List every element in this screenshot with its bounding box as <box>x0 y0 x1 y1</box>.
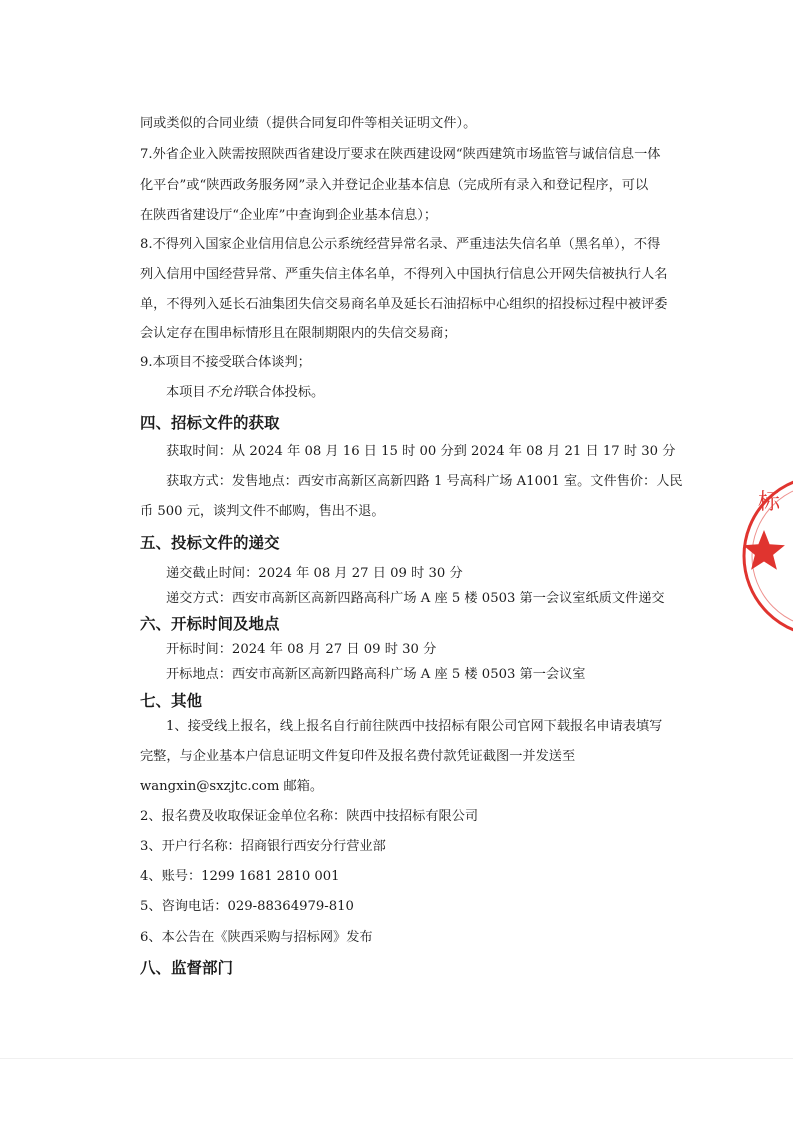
other-item-1: 1、接受线上报名，线上报名自行前往陕西中技招标有限公司官网下载报名申请表填写 <box>166 719 663 734</box>
requirement-8-line: 列入信用中国经营异常、严重失信主体名单，不得列入中国执行信息公开网失信被执行人名 <box>140 267 668 282</box>
section-5-heading: 五、投标文件的递交 <box>140 534 280 552</box>
requirement-7-line: 7.外省企业入陕需按照陕西省建设厅要求在陕西建设网“陕西建筑市场监管与诚信信息一体 <box>140 147 661 162</box>
other-item-1-email: wangxin@sxzjtc.com 邮箱。 <box>140 779 324 794</box>
acquisition-time: 获取时间：从 2024 年 08 月 16 日 15 时 00 分到 2024 年 08 月 21 日 17 时 30 分 <box>166 444 676 459</box>
acquisition-method: 获取方式：发售地点：西安市高新区高新四路 1 号高科广场 A1001 室。文件售价：人民 <box>166 474 683 489</box>
other-item-6: 6、本公告在《陕西采购与招标网》发布 <box>140 930 373 945</box>
consortium-statement <box>166 384 324 402</box>
other-item-1-cont: 完整，与企业基本户信息证明文件复印件及报名费付款凭证截图一并发送至 <box>140 749 576 764</box>
opening-time: 开标时间：2024 年 08 月 27 日 09 时 30 分 <box>166 642 437 657</box>
requirement-7-line: 化平台”或“陕西政务服务网”录入并登记企业基本信息（完成所有录入和登记程序，可以 <box>140 178 649 193</box>
other-item-5: 5、咨询电话：029-88364979-810 <box>140 899 354 914</box>
acquisition-method-cont: 币 500 元，谈判文件不邮购，售出不退。 <box>140 504 385 519</box>
section-4-heading: 四、招标文件的获取 <box>140 414 280 432</box>
consortium-emphasis: 不允许 <box>205 385 246 400</box>
paragraph-line: 同或类似的合同业绩（提供合同复印件等相关证明文件）。 <box>140 116 477 131</box>
other-item-2: 2、报名费及收取保证金单位名称：陕西中技招标有限公司 <box>140 809 479 824</box>
requirement-9-line: 9.本项目不接受联合体谈判； <box>140 355 311 370</box>
opening-place: 开标地点：西安市高新区高新四路高科广场 A 座 5 楼 0503 第一会议室 <box>166 667 586 682</box>
other-item-3: 3、开户行名称：招商银行西安分行营业部 <box>140 839 386 854</box>
requirement-8-line: 单，不得列入延长石油集团失信交易商名单及延长石油招标中心组织的招投标过程中被评委 <box>140 297 668 312</box>
scan-edge-divider <box>0 1058 793 1059</box>
seal-text: 标 <box>758 490 781 515</box>
requirement-7-line: 在陕西省建设厅“企业库”中查询到企业基本信息）； <box>140 208 438 223</box>
submission-method: 递交方式：西安市高新区高新四路高科广场 A 座 5 楼 0503 第一会议室纸质文件递交 <box>166 591 665 606</box>
official-seal <box>736 476 793 636</box>
submission-deadline: 递交截止时间：2024 年 08 月 27 日 09 时 30 分 <box>166 566 463 581</box>
requirement-8-line: 8.不得列入国家企业信用信息公示系统经营异常名录、严重违法失信名单（黑名单），不得 <box>140 237 661 252</box>
requirement-8-line: 会认定存在围串标情形且在限制期限内的失信交易商； <box>140 326 457 341</box>
section-6-heading: 六、开标时间及地点 <box>140 615 280 633</box>
consortium-after: 联合体投标。 <box>245 385 325 400</box>
other-item-4: 4、账号：1299 1681 2810 001 <box>140 869 340 884</box>
consortium-before: 本项目 <box>166 385 206 400</box>
section-7-heading: 七、其他 <box>140 692 203 710</box>
section-8-heading: 八、监督部门 <box>140 959 234 977</box>
seal-star-icon <box>743 530 785 570</box>
